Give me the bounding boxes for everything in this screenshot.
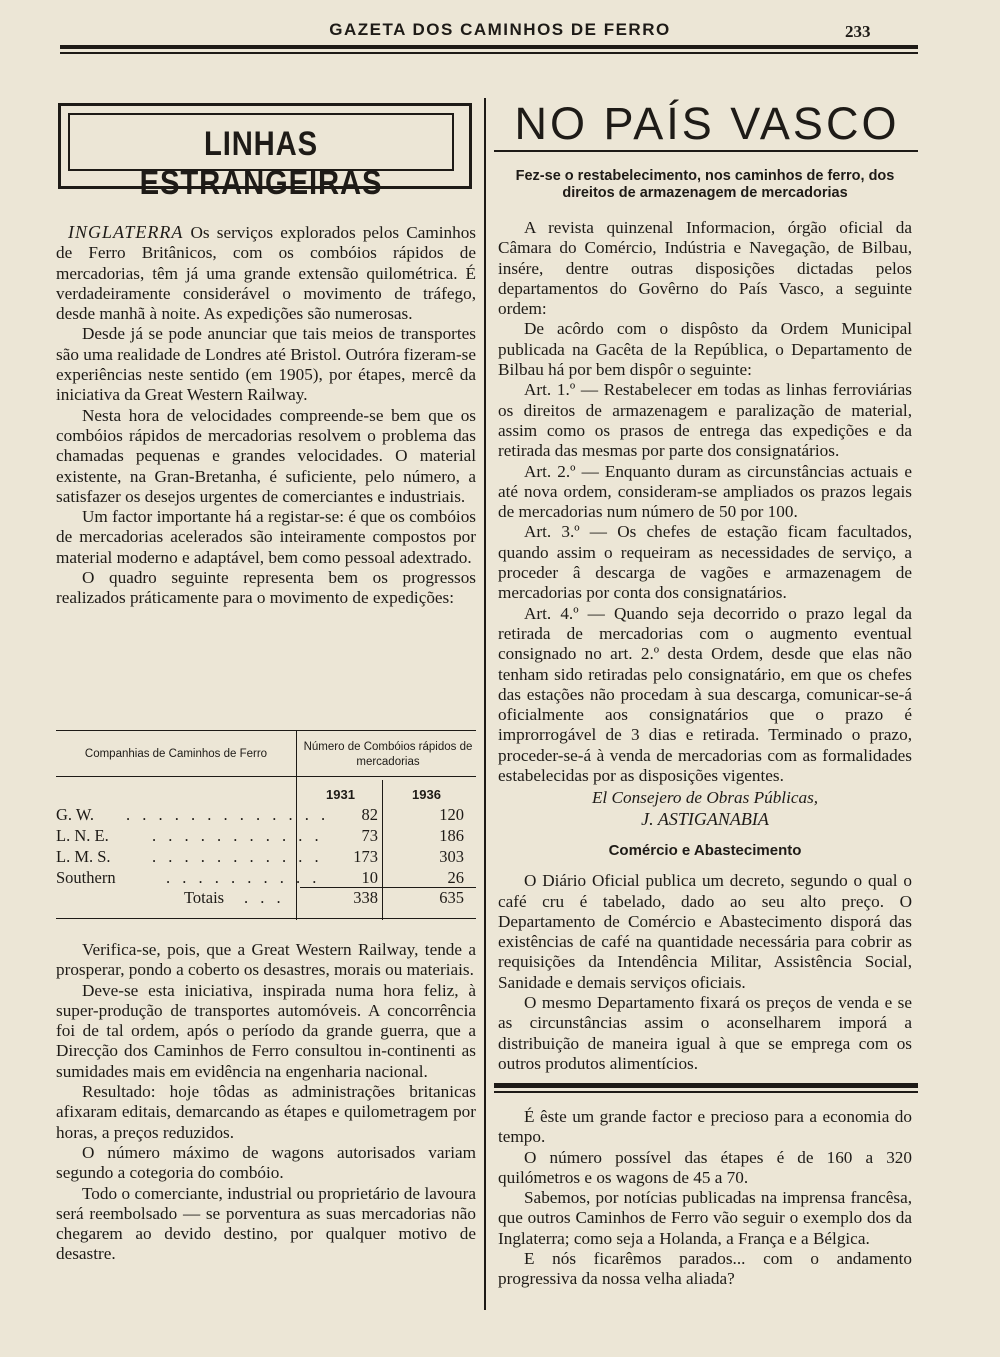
paragraph: A revista quinzenal Informacion, órgão oficial da Câmara do Comércio, Indústria e Navegação, de Bilbau, insére, dentre outras disposições dictadas pelos departamentos do Govêrno do País Vasco, a seguinte ordem: [498, 218, 912, 319]
left-article-top [56, 222, 476, 609]
paragraph: Desde já se pode anunciar que tais meios de transportes são uma realidade de Londres até Bristol. Outróra fizeram-se experiências neste sentido (em 1905), por étapes, mercê da iniciativa da Great Western Railway. [56, 324, 476, 405]
paragraph: Resultado: hoje tôdas as administrações britanicas afixaram editais, demarcando as étapes e quilometragem por horas, a preços reduzidos. [56, 1082, 476, 1142]
right-continuation [498, 1107, 912, 1290]
paragraph: Deve-se esta iniciativa, inspirada numa hora feliz, à super-produção de transportes automóveis. A concorrência foi de tal ordem, após o período da grande guerra, que a Direcção dos Caminhos de Ferro consultou in-continenti as sumidades mais em evidência na engenharia nacional. [56, 980, 476, 1081]
table-header-trains: Número de Combóios rápidos de mercadorias [303, 741, 473, 768]
signature-title: El Consejero de Obras Públicas, [591, 788, 819, 808]
section-heading-comercio: Comércio e Abastecimento [608, 841, 802, 859]
paragraph: Verifica-se, pois, que a Great Western Railway, tende a prosperar, pondo a coberto os desastres, morais ou materiais. [56, 940, 476, 980]
column-divider [484, 98, 486, 1310]
signature-name: J. ASTIGANABIA [641, 808, 769, 829]
paragraph: Nesta hora de velocidades compreende-se bem que os combóios rápidos de mercadorias resolvem o problema das chamadas pequenas e grandes velocidades. O material existente, na Gran-Bretanha, é suficiente, pelo número, a satisfazer os desejos urgentes de comerciantes e industriais. [56, 405, 476, 506]
table-year: 1936 [412, 787, 441, 802]
left-article-bottom [56, 940, 476, 1265]
article-1: Art. 1.º — Restabelecer em todas as linhas ferroviárias os direitos de armazenagem e paralização de material, assim como os prasos de entrega das expedições e da retirada das mesmas por parte dos consignatários. [498, 380, 912, 461]
section-title-pais-vasco: NO PAÍS VASCO [514, 98, 900, 149]
paragraph: O número máximo de wagons autorisados variam segundo a cotegoria do combóio. [56, 1142, 476, 1183]
paragraph: É êste um grande factor e precioso para a economia do tempo. [498, 1107, 912, 1147]
page-number: 233 [845, 22, 871, 41]
table-row: Southern . . . . . . . . . . 10 26 [56, 868, 464, 887]
paragraph: O quadro seguinte representa bem os progressos realizados práticamente para o movimento de expedições: [56, 568, 476, 608]
section-title-box [58, 103, 472, 202]
paragraph: De acôrdo com o dispôsto da Ordem Municipal publicada na Gacêta de la República, o Departamento de Bilbau há por bem dispôr o seguinte: [498, 319, 912, 380]
article-2: Art. 2.º — Enquanto duram as circunstâncias actuais e até nova ordem, consideram-se ampliados os prazos legais de mercadorias num número de 50 por 100. [498, 461, 912, 522]
section-divider-thick [494, 1083, 918, 1088]
paragraph: Todo o comerciante, industrial ou proprietário de lavoura será reembolsado — se porventura as suas mercadorias não chegarem ao devido destino, por qualquer motivo de desastre. [56, 1183, 476, 1264]
header-rule-top [60, 45, 918, 49]
paragraph: INGLATERRA Os serviços explorados pelos Caminhos de Ferro Britânicos, com os combóios rápidos de mercadorias, têm já uma grande extensão quilométrica. É verdadeiramente considerável o movimento de tráfego, desde manhã à noite. As expedições são numerosas. [56, 222, 476, 324]
section-divider-thin [494, 1091, 918, 1093]
right-article [498, 218, 912, 1074]
table-row: L. M. S. . . . . . . . . . . . 173 303 [56, 847, 464, 866]
paragraph: O número possível das étapes é de 160 a 320 quilómetros e os wagons de 45 a 70. [498, 1147, 912, 1187]
paragraph: O Diário Oficial publica um decreto, segundo o qual o café cru é tabelado, dado ao seu alto preço. O Departamento de Comércio e Abastecimento disporá das existências de café na quantidade necessária para cobrir as requisições da Intendência Militar, Assistência Social, Sanidade e demais serviços oficiais. [498, 871, 912, 992]
article-subtitle: Fez-se o restabelecimento, nos caminhos de ferro, dos direitos de armazenagem de mercadorias [515, 168, 895, 201]
article-3: Art. 3.º — Os chefes de estação ficam facultados, quando assim o requeiram as necessidades de serviço, a proceder â descarga de vagões e armazenagem de mercadorias por conta dos consignatários. [498, 522, 912, 603]
country-lead: INGLATERRA [68, 222, 184, 242]
section-title-linhas: LINHAS ESTRANGEIRAS [139, 125, 383, 202]
header-rule-bottom [60, 52, 918, 54]
journal-title: GAZETA DOS CAMINHOS DE FERRO [329, 20, 671, 39]
title-underline [494, 150, 918, 152]
paragraph: O mesmo Departamento fixará os preços de venda e se as circunstâncias assim o aconselharem imporá a distribuição de maneira igual à que se emprega com os outros produtos alimentícios. [498, 992, 912, 1073]
article-4: Art. 4.º — Quando seja decorrido o prazo legal da retirada de mercadorias com o augmento eventual consignado no art. 2.º desta Ordem, desde que elas não tenham sido retiradas pelo consignatário, em que os chefes das estações não procedam à sua descarga, comunicar-se-á oficialmente aos consignatários que o prazo é improrrogável de 3 dias e retirada. Terminado o prazo, proceder-se-á à venda de mercadorias com as formalidades estabelecidas por as disposições vigentes. [498, 603, 912, 786]
paragraph: Um factor importante há a registar-se: é que os combóios de mercadorias acelerados são inteiramente compostos por material moderno e adaptável, bem como pessoal adextrado. [56, 507, 476, 567]
paragraph: E nós ficarêmos parados... com o andamento progressiva da nossa velha aliada? [498, 1249, 912, 1289]
table-header-companies: Companhias de Caminhos de Ferro [84, 748, 268, 760]
trains-table [56, 730, 476, 920]
table-row: L. N. E. . . . . . . . . . . . 73 186 [56, 826, 464, 845]
table-year: 1931 [326, 787, 355, 802]
table-total-row: Totais . . . 338 635 [184, 888, 464, 907]
paragraph: Sabemos, por notícias publicadas na imprensa francêsa, que outros Caminhos de Ferro vão seguir o exemplo dos da Inglaterra; como seja a Holanda, a França e a Bélgica. [498, 1188, 912, 1248]
table-row: G. W. . . . . . . . . . . . . . 82 120 [56, 805, 464, 824]
